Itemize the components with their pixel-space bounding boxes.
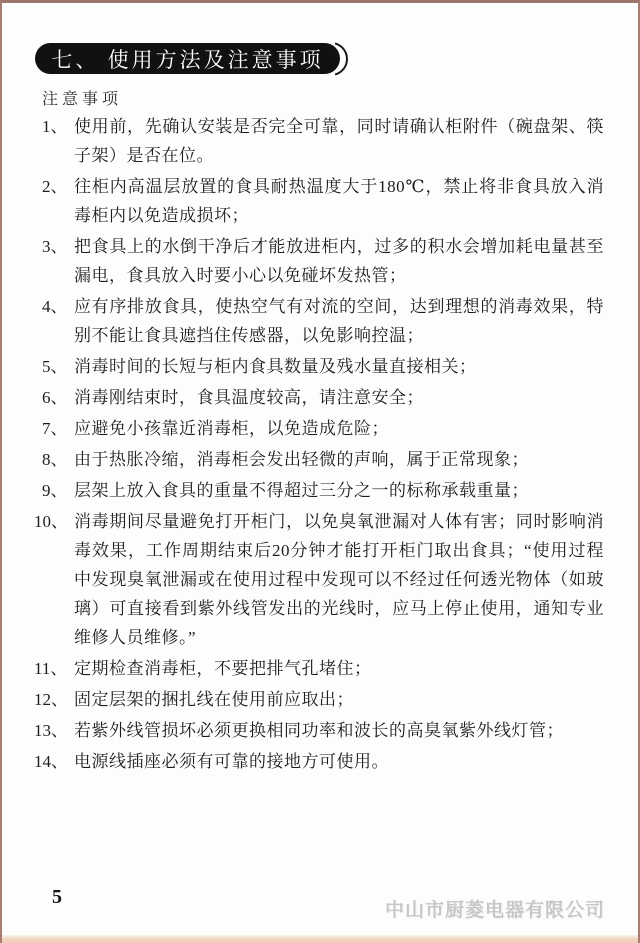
item-text: 消毒时间的长短与柜内食具数量及残水量直接相关； xyxy=(74,357,477,376)
item-number: 6、 xyxy=(42,388,68,407)
subtitle: 注意事项 xyxy=(42,91,123,108)
bottom-edge-band xyxy=(2,935,638,943)
notes-list xyxy=(34,112,604,778)
page-number: 5 xyxy=(52,886,62,908)
item-text: 定期检查消毒柜，不要把排气孔堵住； xyxy=(74,659,372,678)
item-number: 4、 xyxy=(42,297,68,316)
section-title: 七、 使用方法及注意事项 xyxy=(51,47,324,72)
list-item xyxy=(34,476,604,505)
item-text: 固定层架的捆扎线在使用前应取出； xyxy=(74,690,354,709)
item-text: 往柜内高温层放置的食具耐热温度大于180℃，禁止将非食具放入消毒柜内以免造成损坏； xyxy=(74,177,604,225)
list-item xyxy=(34,232,604,290)
item-number: 5、 xyxy=(42,357,68,376)
item-number: 1、 xyxy=(42,117,68,136)
list-item xyxy=(34,445,604,474)
item-text: 使用前，先确认安装是否完全可靠，同时请确认柜附件（碗盘架、筷子架）是否在位。 xyxy=(74,117,604,165)
list-item xyxy=(34,747,604,776)
item-text: 若紫外线管损坏必须更换相同功率和波长的高臭氧紫外线灯管； xyxy=(74,721,564,740)
item-text: 应避免小孩靠近消毒柜，以免造成危险； xyxy=(74,419,389,438)
item-number: 3、 xyxy=(42,237,68,256)
company-watermark: 中山市厨菱电器有限公司 xyxy=(385,900,606,921)
list-item xyxy=(34,292,604,350)
item-text: 应有序排放食具，使热空气有对流的空间，达到理想的消毒效果，特别不能让食具遮挡住传感器，以免影响控温； xyxy=(74,297,604,345)
item-text: 层架上放入食具的重量不得超过三分之一的标称承载重量； xyxy=(74,481,529,500)
item-number: 7、 xyxy=(42,419,68,438)
list-item xyxy=(34,352,604,381)
item-text: 电源线插座必须有可靠的接地方可使用。 xyxy=(74,752,389,771)
item-number: 12、 xyxy=(34,690,68,709)
list-item xyxy=(34,414,604,443)
item-number: 10、 xyxy=(34,512,68,531)
item-text: 由于热胀冷缩，消毒柜会发出轻微的声响，属于正常现象； xyxy=(74,450,529,469)
item-number: 9、 xyxy=(42,481,68,500)
list-item xyxy=(34,716,604,745)
list-item xyxy=(34,383,604,412)
item-number: 11、 xyxy=(34,659,68,678)
item-text: 把食具上的水倒干净后才能放进柜内，过多的积水会增加耗电量甚至漏电，食具放入时要小心以免碰坏发热管； xyxy=(74,237,604,285)
item-text: 消毒刚结束时，食具温度较高，请注意安全； xyxy=(74,388,424,407)
list-item xyxy=(34,112,604,170)
section-banner xyxy=(35,43,340,74)
item-number: 13、 xyxy=(34,721,68,740)
item-number: 8、 xyxy=(42,450,68,469)
list-item xyxy=(34,507,604,652)
item-number: 2、 xyxy=(42,177,68,196)
item-number: 14、 xyxy=(34,752,68,771)
list-item xyxy=(34,654,604,683)
list-item xyxy=(34,685,604,714)
list-item xyxy=(34,172,604,230)
item-text: 消毒期间尽量避免打开柜门，以免臭氧泄漏对人体有害；同时影响消毒效果，工作周期结束后20分钟才能打开柜门取出食具；“使用过程中发现臭氧泄漏或在使用过程中发现可以不经过任何透光物体（如玻璃）可直接看到紫外线管发出的光线时，应马上停止使用，通知专业维修人员维修。” xyxy=(74,512,604,647)
